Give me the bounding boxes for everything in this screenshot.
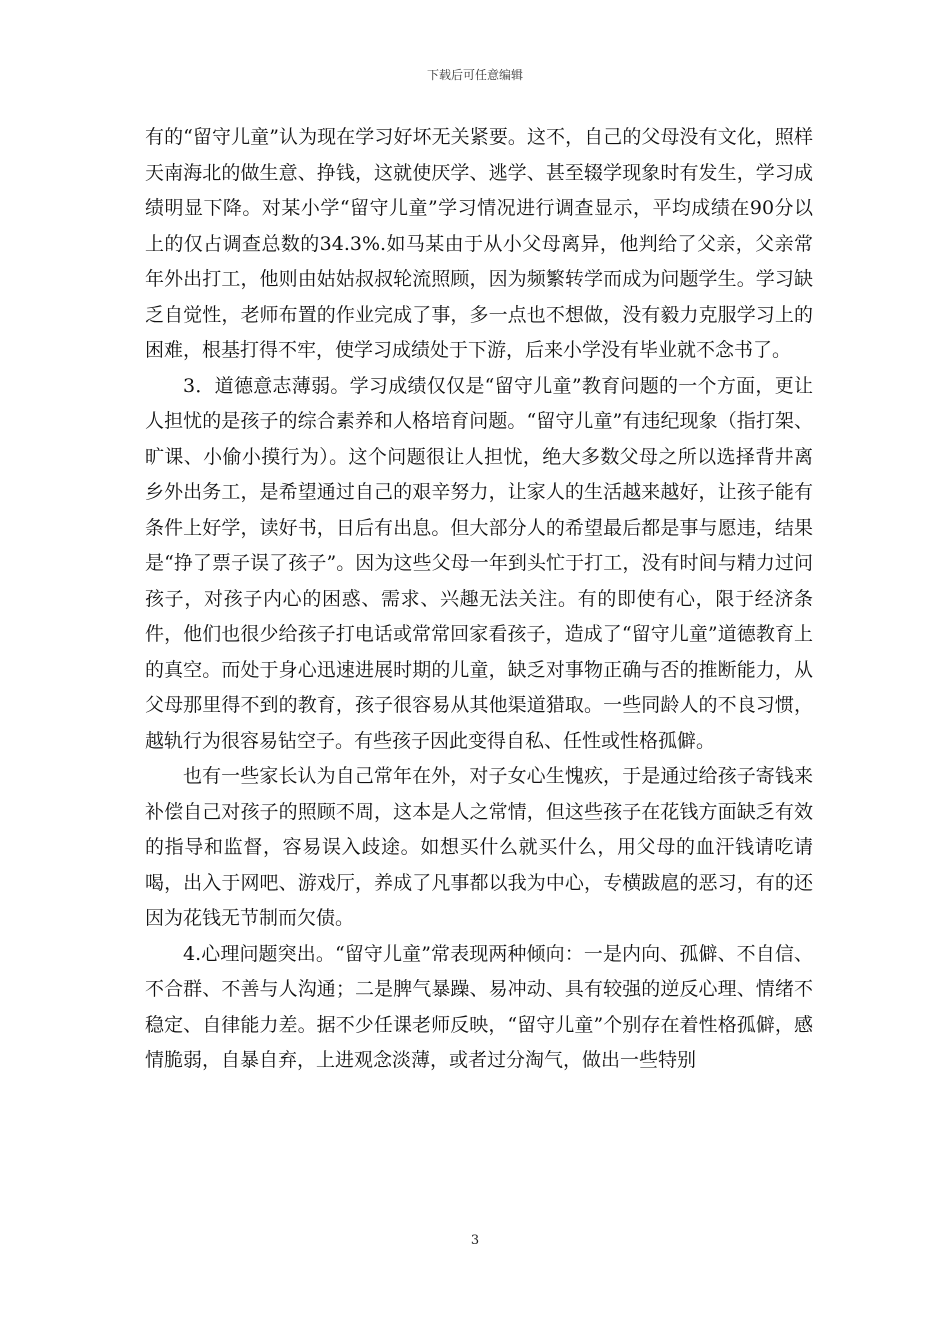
document-body [145,120,813,1079]
paragraph-spending-money: 也有一些家长认为自己常年在外，对子女心生愧疚，于是通过给孩子寄钱来补偿自己对孩子的照顾不周，这本是人之常情，但这些孩子在花钱方面缺乏有效的指导和监督，容易误入歧途。如想买什么就买什么，用父母的血汗钱请吃请喝，出入于网吧、游戏厅，养成了凡事都以我为中心，专横跋扈的恶习，有的还因为花钱无节制而欠债。 [145,765,813,929]
paragraph-continuation: 有的“留守儿童”认为现在学习好坏无关紧要。这不，自己的父母没有文化，照样天南海北的做生意、挣钱，这就使厌学、逃学、甚至辍学现象时有发生，学习成绩明显下降。对某小学“留守儿童”学习情况进行调查显示，平均成绩在90分以上的仅占调查总数的34.3%.如马某由于从小父母离异，他判给了父亲，父亲常年外出打工，他则由姑姑叔叔轮流照顾，因为频繁转学而成为问题学生。学习缺乏自觉性，老师布置的作业完成了事，多一点也不想做，没有毅力克服学习上的困难，根基打得不牢，使学习成绩处于下游，后来小学没有毕业就不念书了。 [145,126,813,361]
page-number: 3 [470,1233,480,1248]
paragraph-psychological-issues: 4.心理问题突出。“留守儿童”常表现两种倾向：一是内向、孤僻、不自信、不合群、不善与人沟通；二是脾气暴躁、易冲动、具有较强的逆反心理、情绪不稳定、自律能力差。据不少任课老师反映，“留守儿童”个别存在着性格孤僻，感情脆弱，自暴自弃，上进观念淡薄，或者过分淘气，做出一些特别 [145,942,813,1071]
page-header: 下载后可任意编辑 [426,68,523,82]
paragraph-moral-will: 3．道德意志薄弱。学习成绩仅仅是“留守儿童”教育问题的一个方面，更让人担忧的是孩子的综合素养和人格培育问题。“留守儿童”有违纪现象（指打架、旷课、小偷小摸行为）。这个问题很让人担忧，绝大多数父母之所以选择背井离乡外出务工，是希望通过自己的艰辛努力，让家人的生活越来越好，让孩子能有条件上好学，读好书，日后有出息。但大部分人的希望最后都是事与愿违，结果是“挣了票子误了孩子”。因为这些父母一年到头忙于打工，没有时间与精力过问孩子，对孩子内心的困惑、需求、兴趣无法关注。有的即使有心，限于经济条件，他们也很少给孩子打电话或常常回家看孩子，造成了“留守儿童”道德教育上的真空。而处于身心迅速进展时期的儿童，缺乏对事物正确与否的推断能力，从父母那里得不到的教育，孩子很容易从其他渠道猎取。一些同龄人的不良习惯，越轨行为很容易钻空子。有些孩子因此变得自私、任性或性格孤僻。 [145,374,813,752]
